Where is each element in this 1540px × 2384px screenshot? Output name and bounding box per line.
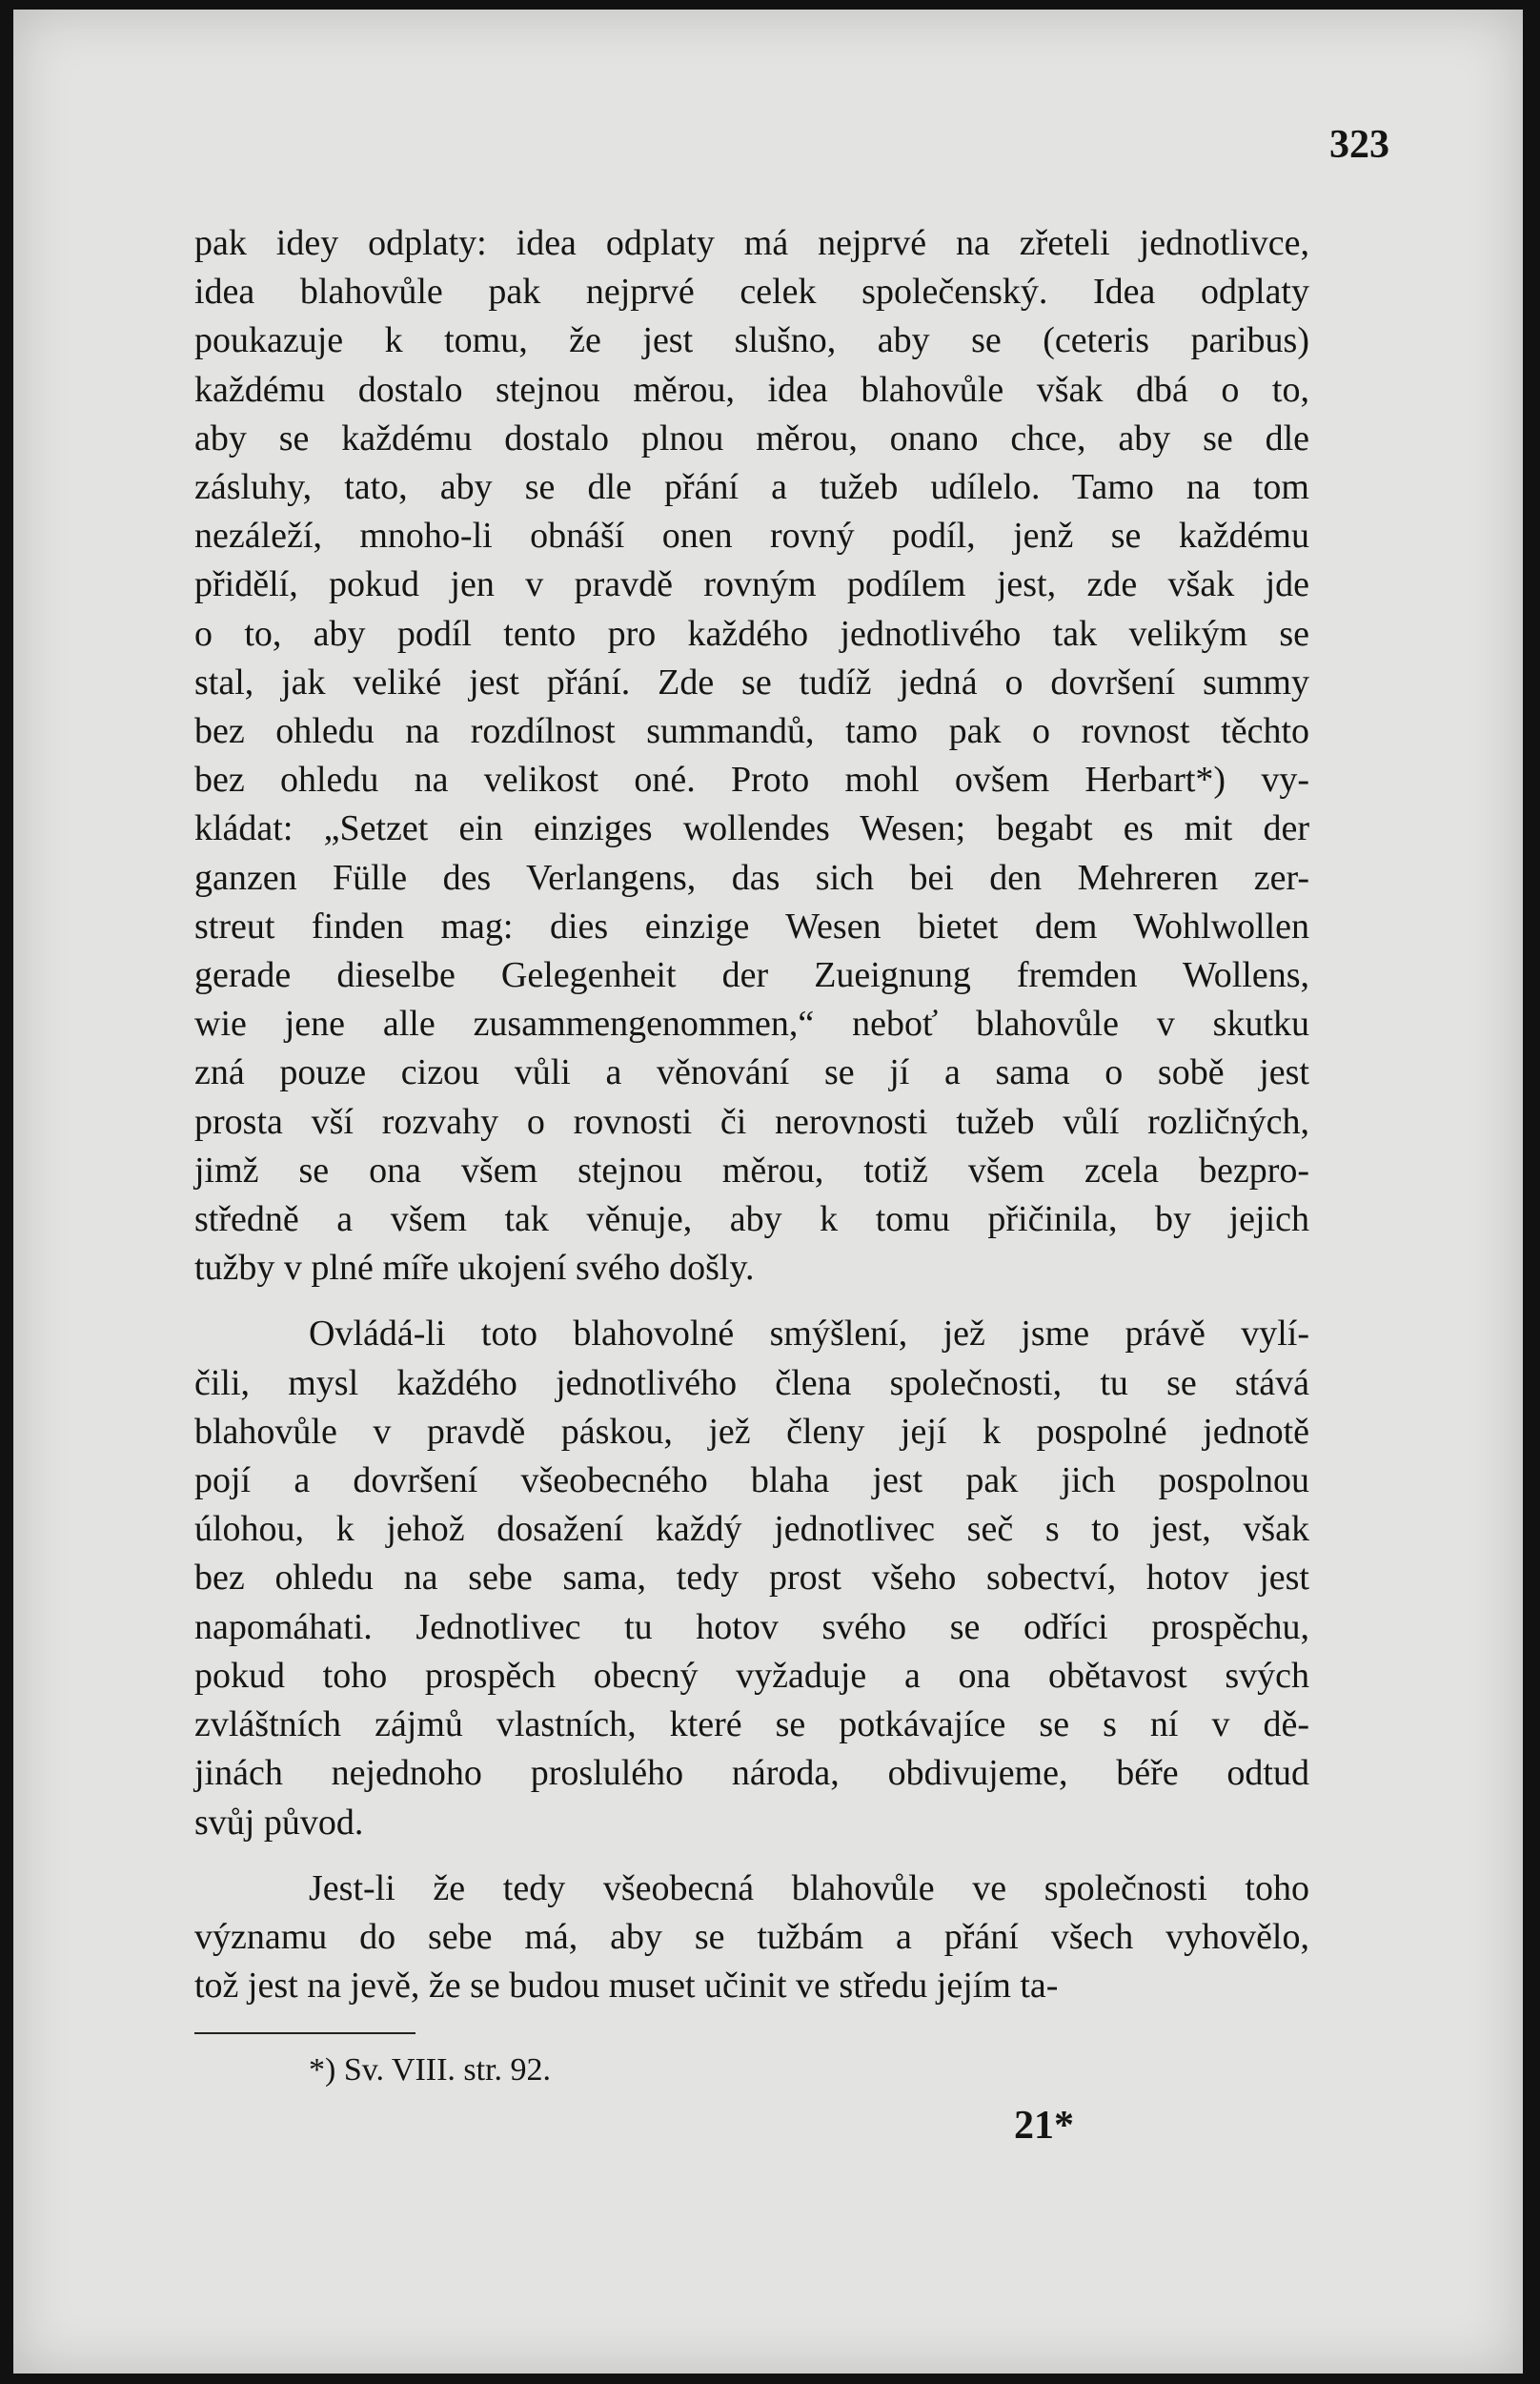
text-line: přidělí, pokud jen v pravdě rovným podílem jest, zde však jde — [194, 564, 1309, 605]
text-line: tužby v plné míře ukojení svého došly. — [194, 1248, 755, 1289]
text-line: svůj původ. — [194, 1802, 364, 1843]
footnote-rule — [194, 2032, 415, 2034]
text-line: jimž se ona všem stejnou měrou, totiž všem zcela bezpro- — [194, 1150, 1309, 1191]
text-line: blahovůle v pravdě páskou, jež členy její k pospolné jednotě — [194, 1411, 1309, 1452]
text-line: idea blahovůle pak nejprvé celek společenský. Idea odplaty — [194, 272, 1309, 313]
text-line: prosta vší rozvahy o rovnosti či nerovnosti tužeb vůlí rozličných, — [194, 1101, 1309, 1142]
text-line: aby se každému dostalo plnou měrou, onano chce, aby se dle — [194, 418, 1309, 458]
text-line: tož jest na jevě, že se budou muset učinit ve středu jejím ta- — [194, 1966, 1059, 2007]
page-number: 323 — [1329, 123, 1389, 167]
paragraph — [194, 1310, 1309, 1846]
text-line: pojí a dovršení všeobecného blaha jest pak jich pospolnou — [194, 1460, 1309, 1501]
text-line: úlohou, k jehož dosažení každý jednotlivec seč s to jest, však — [194, 1509, 1309, 1550]
text-line: napomáhati. Jednotlivec tu hotov svého se odříci prospěchu, — [194, 1606, 1309, 1647]
signature-mark: 21* — [1014, 2104, 1074, 2148]
text-line: ganzen Fülle des Verlangens, das sich bei den Mehreren zer- — [194, 857, 1309, 898]
text-line: streut finden mag: dies einzige Wesen bietet dem Wohlwollen — [194, 906, 1309, 947]
text-line: pak idey odplaty: idea odplaty má nejprvé na zřeteli jednotlivce, — [194, 223, 1309, 263]
text-line: bez ohledu na sebe sama, tedy prost všeho sobectví, hotov jest — [194, 1558, 1309, 1599]
text-line: wie jene alle zusammengenommen,“ neboť blahovůle v skutku — [194, 1004, 1309, 1045]
paragraph-gap — [194, 1847, 1309, 1864]
text-line: pokud toho prospěch obecný vyžaduje a ona obětavost svých — [194, 1655, 1309, 1696]
text-line: zásluhy, tato, aby se dle přání a tužeb udílelo. Tamo na tom — [194, 467, 1309, 508]
text-line: poukazuje k tomu, že jest slušno, aby se (ceteris paribus) — [194, 320, 1309, 361]
text-line: Jest-li že tedy všeobecná blahovůle ve společnosti toho — [309, 1867, 1309, 1908]
text-line: kládat: „Setzet ein einziges wollendes Wesen; begabt es mit der — [194, 808, 1309, 849]
text-line: o to, aby podíl tento pro každého jednotlivého tak velikým se — [194, 613, 1309, 654]
text-line: čili, mysl každého jednotlivého člena společnosti, tu se stává — [194, 1362, 1309, 1403]
text-line: gerade dieselbe Gelegenheit der Zueignung fremden Wollens, — [194, 955, 1309, 996]
footnote: *) Sv. VIII. str. 92. — [309, 2052, 552, 2088]
body-text — [194, 219, 1309, 2010]
text-line: stal, jak veliké jest přání. Zde se tudíž jedná o dovršení summy — [194, 662, 1309, 703]
paragraph — [194, 1864, 1309, 2011]
book-page — [13, 10, 1523, 2374]
text-line: každému dostalo stejnou měrou, idea blahovůle však dbá o to, — [194, 369, 1309, 410]
text-line: nezáleží, mnoho-li obnáší onen rovný podíl, jenž se každému — [194, 516, 1309, 557]
text-line: středně a všem tak věnuje, aby k tomu přičinila, by jejich — [194, 1199, 1309, 1240]
text-line: jinách nejednoho proslulého národa, obdivujeme, béře odtud — [194, 1753, 1309, 1794]
text-line: Ovládá-li toto blahovolné smýšlení, jež jsme právě vylí- — [309, 1314, 1309, 1355]
text-line: významu do sebe má, aby se tužbám a přání všech vyhovělo, — [194, 1916, 1309, 1957]
text-line: zná pouze cizou vůli a věnování se jí a sama o sobě jest — [194, 1052, 1309, 1093]
text-line: zvláštních zájmů vlastních, které se potkávajíce se s ní v dě- — [194, 1704, 1309, 1745]
paragraph — [194, 219, 1309, 1293]
text-line: bez ohledu na rozdílnost summandů, tamo pak o rovnost těchto — [194, 711, 1309, 752]
text-line: bez ohledu na velikost oné. Proto mohl ovšem Herbart*) vy- — [194, 760, 1309, 801]
paragraph-gap — [194, 1293, 1309, 1310]
